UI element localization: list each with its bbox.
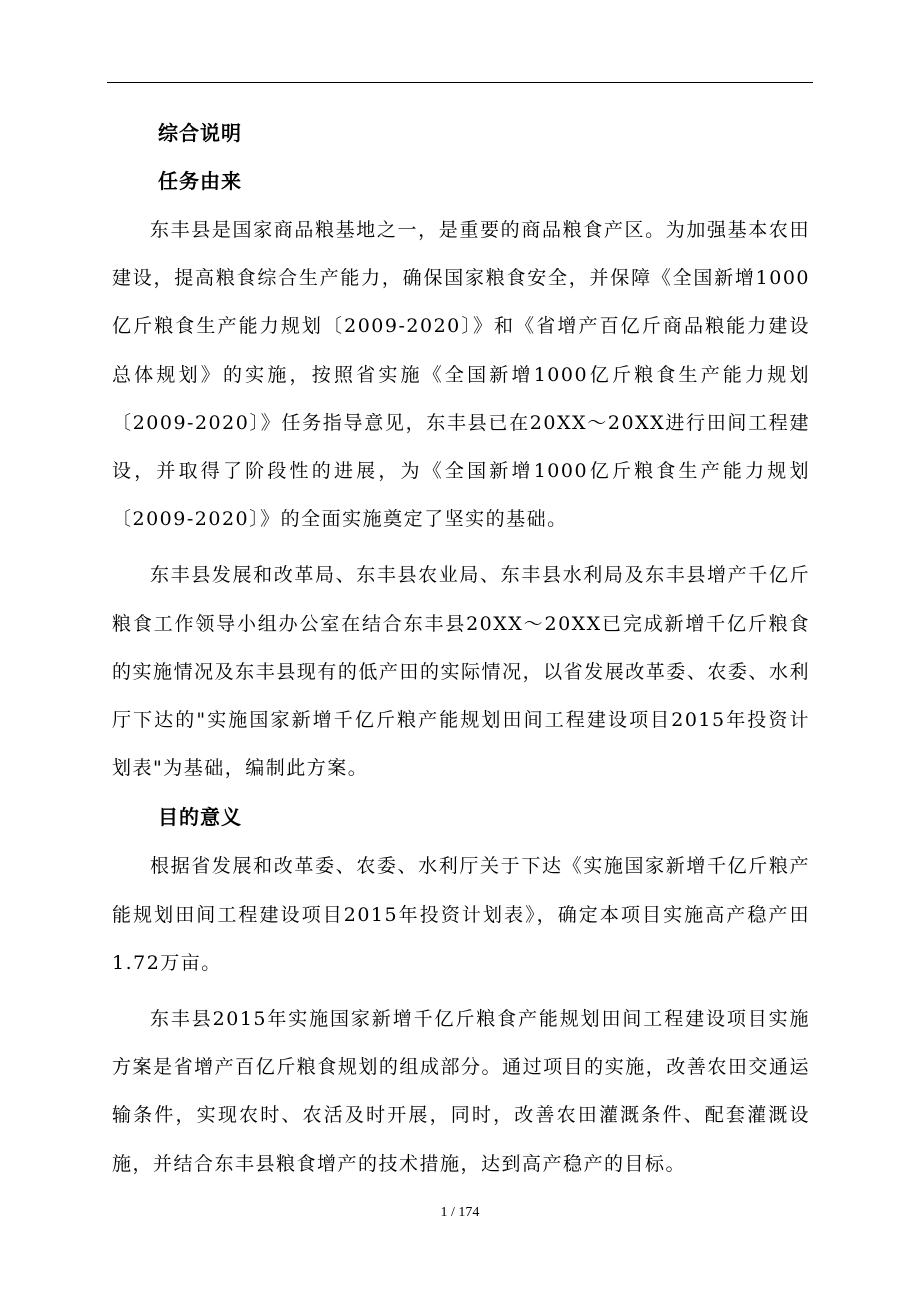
paragraph: 东丰县2015年实施国家新增千亿斤粮食产能规划田间工程建设项目实施方案是省增产百亿斤粮食规划的组成部分。通过项目的实施，改善农田交通运输条件，实现农时、农活及时开展，同时，改善农田灌溉条件、配套灌溉设施，并结合东丰县粮食增产的技术措施，达到高产稳产的目标。 bbox=[112, 1008, 810, 1175]
section-task-origin bbox=[112, 156, 810, 792]
paragraph: 根据省发展和改革委、农委、水利厅关于下达《实施国家新增千亿斤粮产能规划田间工程建设项目2015年投资计划表》，确定本项目实施高产稳产田1.72万亩。 bbox=[112, 855, 810, 974]
section-heading: 任务由来 bbox=[158, 169, 242, 193]
document-title: 综合说明 bbox=[158, 121, 242, 145]
page-number: 1 / 174 bbox=[440, 1205, 480, 1220]
paragraph: 东丰县发展和改革局、东丰县农业局、东丰县水利局及东丰县增产千亿斤粮食工作领导小组办公室在结合东丰县20XX～20XX已完成新增千亿斤粮食的实施情况及东丰县现有的低产田的实际情况，以省发展改革委、农委、水利厅下达的"实施国家新增千亿斤粮产能规划田间工程建设项目2015年投资计划表"为基础，编制此方案。 bbox=[112, 564, 810, 780]
paragraph: 东丰县是国家商品粮基地之一，是重要的商品粮食产区。为加强基本农田建设，提高粮食综合生产能力，确保国家粮食安全，并保障《全国新增1000亿斤粮食生产能力规划〔2009-2020〕》和《省增产百亿斤商品粮能力建设总体规划》的实施，按照省实施《全国新增1000亿斤粮食生产能力规划〔2009-2020〕》任务指导意见，东丰县已在20XX～20XX进行田间工程建设，并取得了阶段性的进展，为《全国新增1000亿斤粮食生产能力规划〔2009-2020〕》的全面实施奠定了坚实的基础。 bbox=[112, 219, 810, 531]
header-rule bbox=[107, 82, 813, 83]
section-purpose bbox=[112, 792, 810, 1187]
document-body bbox=[112, 110, 810, 1188]
section-heading: 目的意义 bbox=[158, 805, 242, 830]
